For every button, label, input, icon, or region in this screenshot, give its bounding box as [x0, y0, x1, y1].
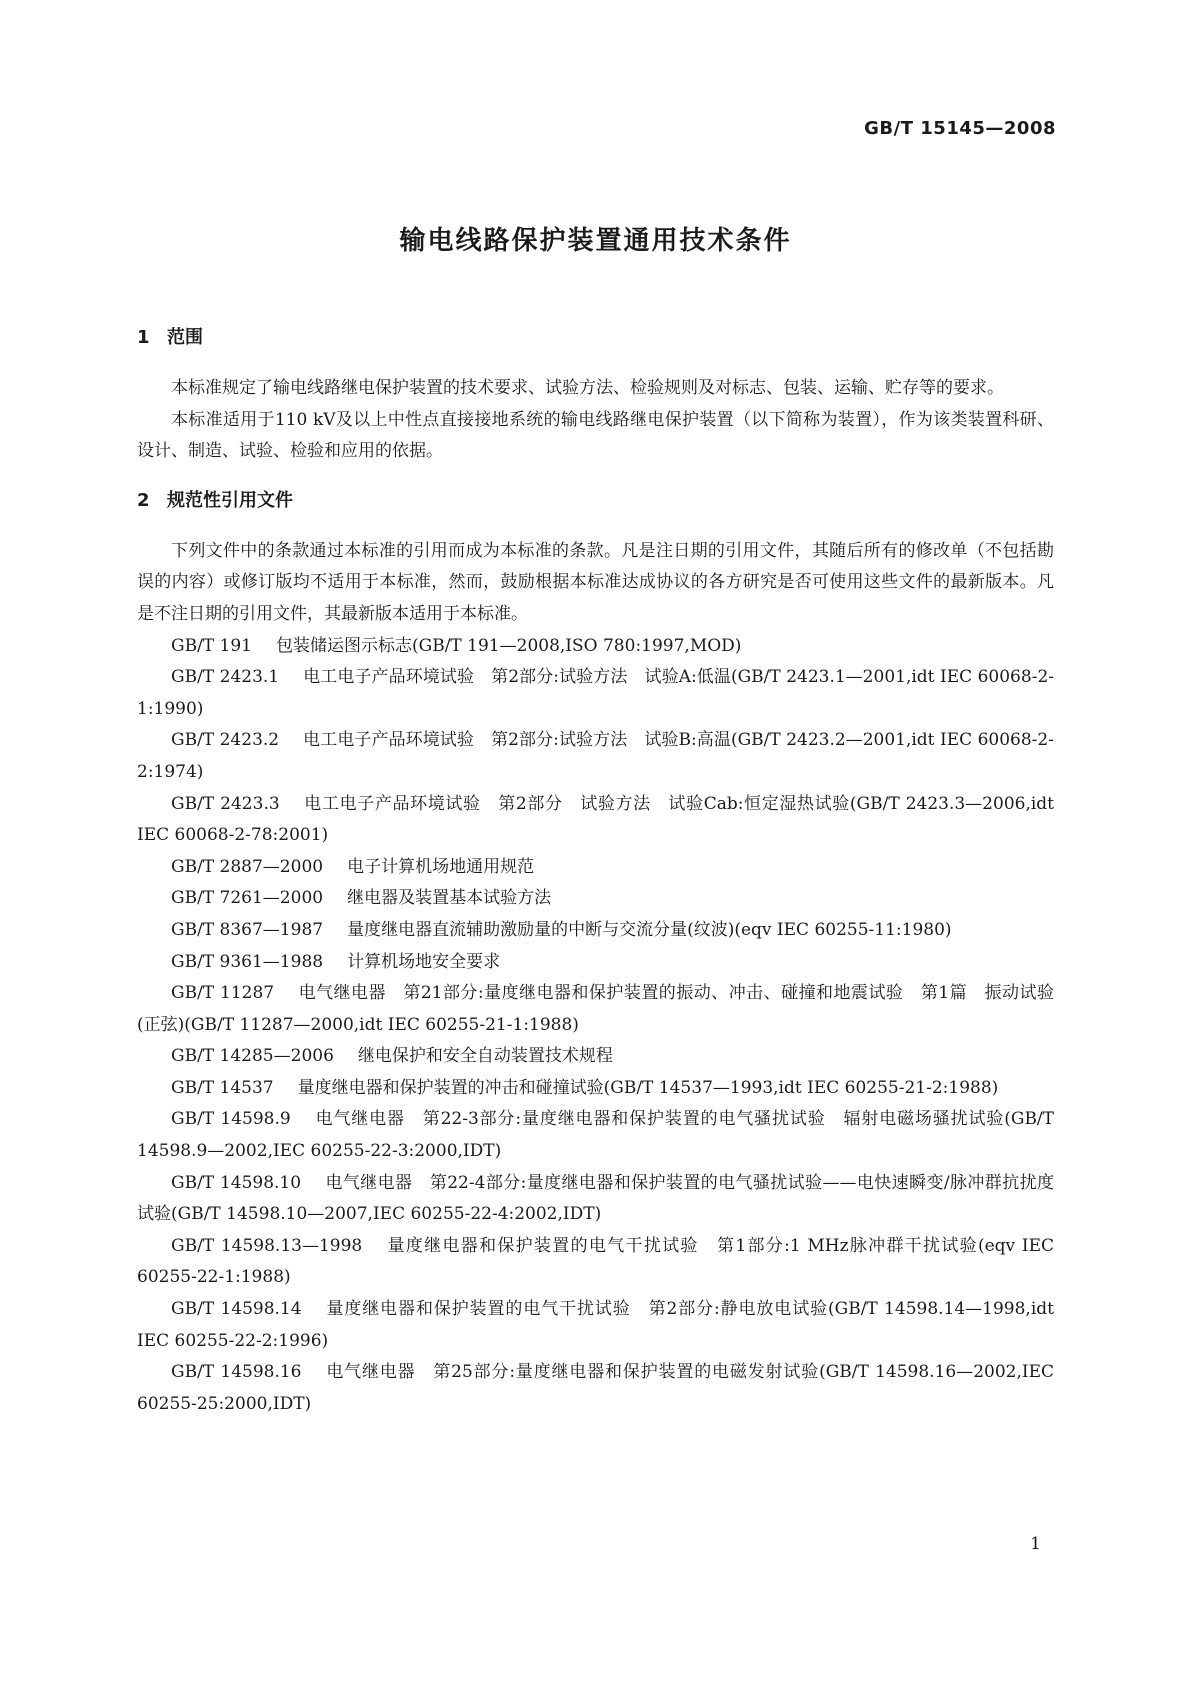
standard-code: GB/T 15145—2008	[864, 118, 1056, 139]
reference-item	[137, 662, 1054, 725]
reference-item	[137, 978, 1054, 1041]
reference-item	[137, 1168, 1054, 1231]
reference-text: 电气继电器 第22-4部分:量度继电器和保护装置的电气骚扰试验——电快速瞬变/脉冲群抗扰度试验(GB/T 14598.10—2007,IEC 60255-22-4:2002,IDT)	[137, 1172, 1054, 1225]
reference-item	[137, 789, 1054, 852]
reference-code: GB/T 8367—1987	[171, 919, 324, 940]
reference-text: 电子计算机场地通用规范	[347, 856, 535, 877]
reference-item	[137, 947, 1054, 979]
reference-item	[137, 1357, 1054, 1420]
reference-code: GB/T 14598.16	[171, 1362, 302, 1383]
reference-code: GB/T 14598.14	[171, 1299, 302, 1320]
reference-text: 电工电子产品环境试验 第2部分 试验方法 试验Cab:恒定湿热试验(GB/T 2423.3—2006,idt IEC 60068-2-78:2001)	[137, 793, 1055, 846]
reference-code: GB/T 191	[171, 635, 252, 656]
reference-text: 继电保护和安全自动装置技术规程	[357, 1046, 613, 1067]
reference-item	[137, 852, 1054, 884]
reference-item	[137, 1073, 1054, 1105]
reference-item	[137, 915, 1054, 947]
document-title: 输电线路保护装置通用技术条件	[399, 226, 792, 256]
reference-code: GB/T 14285—2006	[171, 1046, 334, 1067]
reference-text: 继电器及装置基本试验方法	[347, 888, 552, 909]
reference-item	[137, 1231, 1054, 1294]
section-normative-references	[137, 488, 1054, 1421]
reference-item	[137, 725, 1054, 788]
reference-text: 量度继电器和保护装置的电气干扰试验 第2部分:静电放电试验(GB/T 14598.14—1998,idt IEC 60255-22-2:1996)	[137, 1299, 1054, 1351]
reference-text: 计算机场地安全要求	[347, 951, 501, 972]
reference-text: 电气继电器 第25部分:量度继电器和保护装置的电磁发射试验(GB/T 14598.16—2002,IEC 60255-25:2000,IDT)	[137, 1362, 1054, 1414]
reference-text: 量度继电器直流辅助激励量的中断与交流分量(纹波)(eqv IEC 60255-11:1980)	[347, 919, 952, 940]
section-number: 2	[137, 489, 150, 511]
section-title: 范围	[167, 327, 203, 348]
reference-code: GB/T 14598.13—1998	[171, 1235, 363, 1256]
reference-code: GB/T 2423.1	[171, 667, 280, 688]
reference-item	[137, 631, 1054, 663]
section-title: 规范性引用文件	[167, 489, 293, 511]
reference-code: GB/T 2887—2000	[171, 856, 324, 877]
paragraph: 本标准适用于110 kV及以上中性点直接接地系统的输电线路继电保护装置（以下简称为装置），作为该类装置科研、设计、制造、试验、检验和应用的依据。	[137, 409, 1054, 462]
reference-text: 电气继电器 第22-3部分:量度继电器和保护装置的电气骚扰试验 辐射电磁场骚扰试验(GB/T 14598.9—2002,IEC 60255-22-3:2000,IDT)	[137, 1109, 1054, 1162]
reference-text: 量度继电器和保护装置的电气干扰试验 第1部分:1 MHz脉冲群干扰试验(eqv IEC 60255-22-1:1988)	[137, 1235, 1055, 1288]
section-heading	[137, 325, 1054, 351]
section-number: 1	[137, 327, 150, 348]
reference-text: 量度继电器和保护装置的冲击和碰撞试验(GB/T 14537—1993,idt IEC 60255-21-2:1988)	[297, 1077, 999, 1098]
page-number: 1	[1030, 1534, 1041, 1554]
paragraph: 本标准规定了输电线路继电保护装置的技术要求、试验方法、检验规则及对标志、包装、运输、贮存等的要求。	[171, 378, 1004, 398]
reference-code: GB/T 11287	[171, 983, 275, 1004]
reference-item	[137, 1294, 1054, 1357]
reference-text: 电工电子产品环境试验 第2部分:试验方法 试验A:低温(GB/T 2423.1—2001,idt IEC 60068-2-1:1990)	[137, 667, 1054, 719]
reference-item	[137, 1104, 1054, 1167]
reference-code: GB/T 9361—1988	[171, 951, 324, 972]
reference-code: GB/T 2423.2	[171, 730, 280, 751]
reference-text: 电气继电器 第21部分:量度继电器和保护装置的振动、冲击、碰撞和地震试验 第1篇 振动试验(正弦)(GB/T 11287—2000,idt IEC 60255-21-1:1988)	[137, 983, 1054, 1035]
reference-text: 电工电子产品环境试验 第2部分:试验方法 试验B:高温(GB/T 2423.2—2001,idt IEC 60068-2-2:1974)	[137, 730, 1054, 782]
reference-item	[137, 883, 1054, 915]
reference-code: GB/T 7261—2000	[171, 888, 324, 909]
reference-item	[137, 1041, 1054, 1073]
reference-code: GB/T 2423.3	[171, 793, 280, 814]
paragraph: 下列文件中的条款通过本标准的引用而成为本标准的条款。凡是注日期的引用文件，其随后所有的修改单（不包括勘误的内容）或修订版均不适用于本标准，然而，鼓励根据本标准达成协议的各方研究是否可使用这些文件的最新版本。凡是不注日期的引用文件，其最新版本适用于本标准。	[137, 540, 1054, 624]
document-body	[137, 325, 1054, 1440]
reference-text: 包装储运图示标志(GB/T 191—2008,ISO 780:1997,MOD)	[276, 635, 742, 656]
reference-code: GB/T 14598.10	[171, 1172, 302, 1193]
reference-code: GB/T 14537	[171, 1077, 274, 1098]
reference-code: GB/T 14598.9	[171, 1109, 291, 1130]
section-heading	[137, 488, 1054, 514]
section-scope	[137, 325, 1054, 468]
